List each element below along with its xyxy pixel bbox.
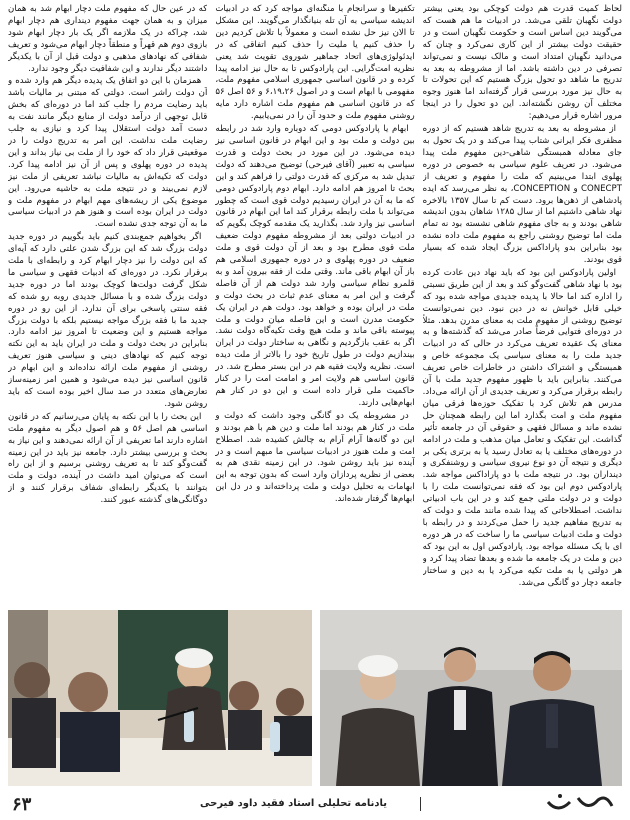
footer-divider (420, 797, 421, 811)
column-middle (215, 4, 414, 606)
paragraph: ابهام یا پارادوکس دومی که دوباره وارد شد در رابطه بین دولت و ملت بود و این ابهام در قانون اساسی نیز دیده می‌شود. در این مورد در بحث دولت و قدرت سیاسی به تعبیر (آقای فیرحی) توضیح می‌دهند که دولت تبدیل شد به مرکزی که قدرت دولتی را فراهم کند و این بحث تا امروز هم ادامه دارد. ابهام دوم پارادوکس دومی که ما به آن در ایران رسیدیم دولت قوی است که چطور می‌تواند با ملت رابطه برقرار کند اما این ابهام در قانون اساسی نیز وارد شد. بگذارید یک مقدمه کوچک بگویم که در ادبیات دولتی بعد از مشروطه مفهوم دولت ضعیف ملت قوی مطرح بود و بعد از آن دولت قوی و ملت ضعیف در دوره پهلوی و در دوره جمهوری اسلامی هم باز آن ابهام باقی ماند. وقتی ملت از فقه بیرون آمد و به قلمرو نظام سیاسی وارد شد دولت هم از آن فاصله گرفت و این امر به معنای عدم ثبات در بحث دولت و ملت در ایران بوده و خواهد بود. دولت هم در ایران یک حکومت مدرن است و این فاصله میان دولت و ملت پیوسته باقی ماند و ملت هیچ وقت تکیه‌گاه دولت نشد. اگر به عقب بازگردیم و نگاهی به ساختار دولت در ایران بیندازیم دولت در طول تاریخ خود را بالاتر از ملت دیده است. نظریه ولایت فقیه هم در این بستر مطرح شد. در قانون اساسی هم ولایت امر و امامت امت را در کنار حاکمیت ملی قرار داده است و این دو در کنار هم ابهام‌هایی دارند. (215, 124, 415, 408)
paragraph: اولین پارادوکس این بود که باید نهاد دین عادت کرده بود با نهاد شاهی گفت‌وگو کند و بعد از این طریق نسبتی را اداره کند اما حالا با پدیده جدیدی مواجه شده بود که خیلی قابل خوانش نه در دین نبود. دین نمی‌توانست توضیح روشنی از مفهوم ملت به معنای مدرن بدهد. مثلاً در دوره‌ای فتوایی فرضاً صادر می‌شد که گذشته‌ها و به معنای یک عقیده تعریف می‌کرد در حالی که در ادبیات جدید ملت را به معنای سیاسی یک مجموعه خاص و همبستگی و اشتراک داشتن در خاطرات خاص تعریف می‌کنند. بنابراین باید با ظهور مفهوم جدید ملت با آن رابطه برقرار می‌کرد و تعریف جدیدی از آن ارائه می‌داد. مدرس هم تلاش کرد با تفکیک حوزه‌ها فرقی میان مفهوم ملت و امت بگذارد اما این رابطه همچنان حل نشده ماند و مسائل فقهی و حقوقی آن در جامعه تأثیر گذاشت. این تفکیک و تعامل میان مذهب و ملت در ادامه در دوره‌های مختلف یا به تعادل رسید یا به برتری یکی بر دیگری و نتیجه آن دو نوع نیروی سیاسی و روشنفکری و دینداران بود. در نتیجه ملت با دو پاراداکس مواجه شد. پارادوکس دوم این بود که فقه نمی‌توانست ملت را با دولت و در دولت ملتی جمع کند و در این باب ادبیاتی نداشت. اصطلاحاتی که پیدا شده مانند ملت و دولت که به تدریج مفاهیم جدید را حمل می‌کردند و در رابطه با دولت و ملت ادبیات سیاسی ما را ساخت که در هر دوره ای با یک مسئله مواجه بود. پارادوکس اول به این بود که دین و ملت در یک جامعه ما شده و بعدها تضاد پیدا کرد و هر دولتی یا به ملت تکیه می‌کرد یا به دین و ساختار جامعه دچار دو گانگی می‌شد. (422, 267, 622, 588)
portrait-photo-illustration (320, 610, 622, 786)
article-columns (8, 4, 622, 606)
paragraph: این بحث را با این نکته به پایان می‌رسانیم که در قانون اساسی هم اصل ۵۶ و هم اصول دیگر به مفهوم ملت اشاره دارند اما تعریفی از آن ارائه نمی‌دهند و این نیاز به بحث و بررسی بیشتر دارد. جامعه نیز باید در این زمینه گفت‌وگو کند تا به تعریف روشنی برسیم و از این راه است که می‌توان امید داشت در آینده، دولت و ملت بتوانند با یکدیگر رابطه‌ای شفاف برقرار کنند و از دوگانگی‌های گذشته عبور کنند. (8, 411, 208, 506)
paragraph: در مشروطه یک دو گانگی وجود داشت که دولت و ملت در کنار هم بودند اما ملت و دین هم با هم بودند و این دو گانه‌ها آرام آرام به چالش کشیده شد. اصطلاح امت و ملت هنوز در ادبیات سیاسی ما مبهم است و در آینده نیز باید روشن شود. در این زمینه نقدی هم به بعضی از نظریه پردازان وارد است که بدون توجه به این ابهامات به تحلیل دولت و ملت پرداخته‌اند و در دل این ابهام‌ها گرفتار شده‌اند. (215, 410, 415, 505)
paragraph: همزمان با این دو اتفاق یک پدیده دیگر هم وارد شده و آن دولت راشر است. دولتی که مبتنی بر مالیات باشد باید رضایت مردم را جلب کند اما در دوره‌ای که بخش قابل توجهی از درآمد دولت از منابع دیگر مانند نفت به دست آمد دولت استقلال پیدا کرد و نیازی به جلب رضایت ملت نداشت. این امر به تدریج دولت را در موقعیتی قرار داد که خود را از ملت بی نیاز بداند و این پدیده در دوره پهلوی و پس از آن نیز ادامه پیدا کرد. دولت که تکیه‌اش به مالیات نباشد تعریفی از ملت نیز لازم نمی‌بیند و در نتیجه ملت به حاشیه می‌رود. این موضوع یکی از ریشه‌های مهم ابهام در مفهوم ملت و دولت در ایران بوده است و هنوز هم در ادبیات سیاسی ما به آن توجه جدی نشده است. (8, 76, 208, 230)
column-right (423, 4, 622, 606)
column-left (8, 4, 207, 606)
paragraph: از مشروطه به بعد به تدریج شاهد هستیم که از دوره مظفری فکر ایرانی شتاب پیدا می‌کند و در یک تحول به جای معادله همبستگی شاهی-دین مفهوم ملت پیدا می‌شود. در تعریف علوم سیاسی به خصوص در دوره پهلوی ابتدا می‌بینیم که ملت را مفهوم و تعریف از CONECPT و CONCEPTION، به نظر می‌رسد که ایده پادشاهی از ذهن‌ها برود. دست کم تا سال ۱۳۵۷ بالاخره نهاد شاهی داشتیم اما از سال ۱۲۸۵ شاهان بدون اندیشه شاهی بودند و به جای مفهوم شاهی نشسته بود نه تمام ملت اما توضیح روشنی راجع به مفهوم ملت داده نشده بود بنابراین بدو پاراداکس بزرگ ایجاد شده که بسیار قوی بودند. (422, 124, 622, 266)
page-number: ۶۳ (12, 794, 32, 815)
logo-icon (428, 792, 618, 816)
paragraph: که در عین حال که مفهوم ملت دچار ابهام شد به همان میزان و به همان جهت مفهوم دینداری هم دچار ابهام شد، چراکه در یک ملازمه اگر یک بار دچار ابهام شود بازوی دوم هم قهراً و منطقاً دچار ابهام می‌شود و تعریف شفافی که نهادهای مذهبی و دولت قبل از آن با یکدیگر داشتند دیگر ندارند و این شفافیت دیگر وجود ندارد. (8, 4, 208, 74)
photo-row (8, 610, 622, 786)
paragraph: اگر بخواهیم جمع‌بندی کنیم باید بگوییم در دوره جدید دولت بزرگ شد که این بزرگ شدن علتی دارد که آیه‌ای که این دولت را نیز دچار ابهام کرد و رابطه‌ای با ملت برقرار نکرد. در دوره‌ای که ادبیات فقهی و سیاسی ما شکل گرفت دولت‌ها کوچک بودند اما در دوره جدید دولت بزرگ شده و با مسائل جدیدی روبه رو شده که فقه سنتی پاسخی برای آن ندارد. از این رو در دوره جدید ما با فقه بزرگ مواجه نیستیم بلکه با دولت بزرگ مواجه هستیم و این وضعیت تا امروز نیز ادامه دارد. بنابراین در بحث دولت و ملت در ایران باید به این نکته توجه کنیم که نهادهای دینی و سیاسی هنوز تعریف روشنی از مفهوم ملت ارائه نداده‌اند و این ابهام در قانون اساسی نیز دیده می‌شود و همین امر زمینه‌ساز تعارض‌های متعدد در صد سال اخیر بوده است که باید روشن شود. (8, 232, 208, 409)
page-footer (0, 790, 630, 820)
meeting-photo (8, 610, 312, 786)
meeting-photo-illustration (8, 610, 312, 786)
magazine-logo (428, 792, 618, 816)
paragraph: تکفیرها و سرانجام با منگنه‌ای مواجه کرد که در ادبیات اندیشه سیاسی به آن تله بنیانگذار می‌گویند. این مشکل تا الان نیز حل نشده است و معمولاً با تلاش کردیم دین را حذف کنیم یا ملیت را حذف کنیم اتفاقی که در ایدئولوژی‌های اتحاد جماهیر شوروی تقویت شد یعنی نظریه امت‌گرایی. این پارادوکس تا به حال نیز ادامه پیدا کرده و در قانون اساسی جمهوری اسلامی مفهوم ملت، مفهومی با ابهام است و در اصول ۶،۱۹،۲۶ و ۵۶ اصل ۵۶ که در قانون اساسی هم مفهوم ملت اشاره دارد مایه روشنی مفهوم ملت و حدود آن را در نمی‌یابیم. (215, 4, 415, 122)
footer-title: یادنامه تحلیلی استاد فقید داود فیرحی (200, 798, 388, 809)
portrait-photo (320, 610, 622, 786)
paragraph: لحاظ کمیت قدرت هم دولت کوچکی بود یعنی بیشتر دولت نگهبان تلقی می‌شد. در ادبیات ما هم هست که می‌گویند دین اساس است و حکومت نگهبان است و در حقیقت دولت بیشتر از این کاری نمی‌کرد و چنان که می‌دانید نگهبان امتداد است و مالک نیست و نمی‌تواند تصرفی در دین داشته باشد. اما از مشروطه به بعد به تدریج ما شاهد دو تحول بزرگ هستیم که این تحولات تا به حال نیز مورد بررسی قرار گرفته‌اند اما هنوز وجوه مختلف آن روشن نگشته‌اند. این دو تحول را در اینجا مرور اشاره قرار می‌دهیم: (422, 4, 622, 122)
